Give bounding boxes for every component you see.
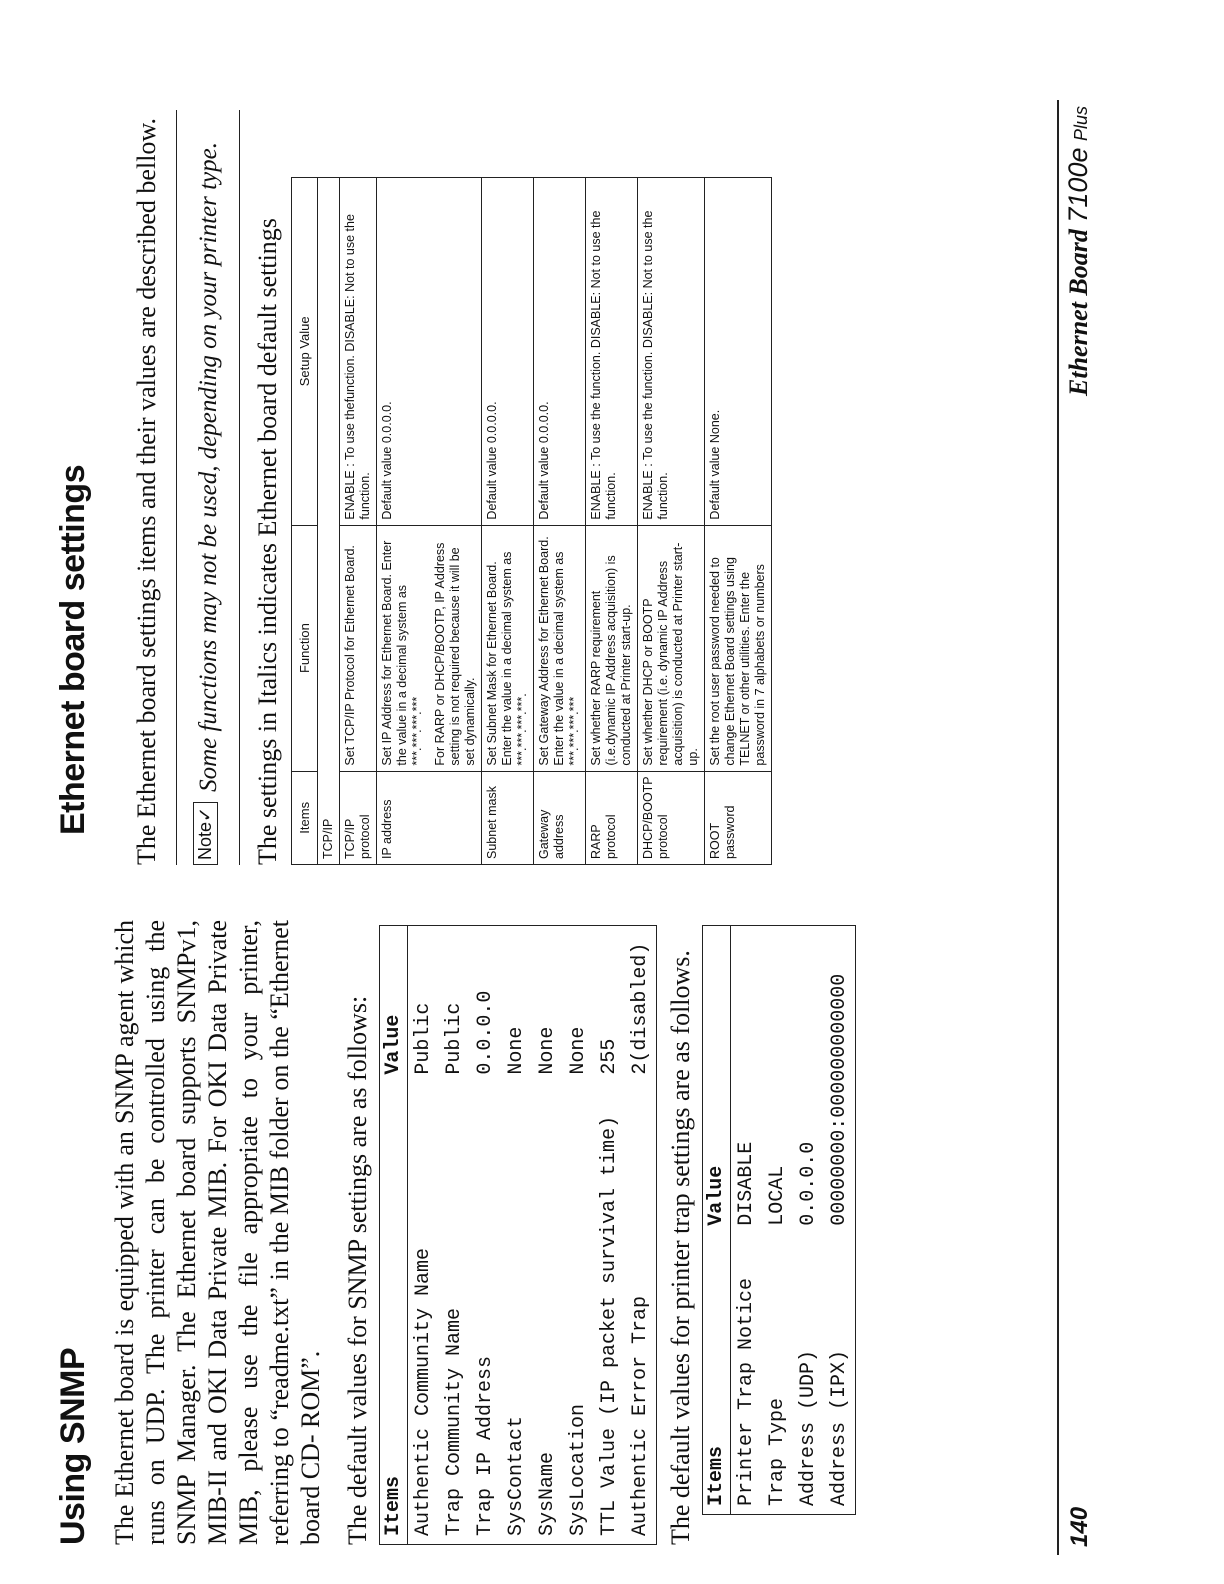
table-row	[638, 178, 705, 865]
snmp-table-caption: The default values for SNMP settings are as follows:	[343, 995, 372, 1545]
item-cell: Authentic Community Name	[412, 1247, 435, 1536]
column-header-value: Value	[380, 926, 408, 1083]
table-header-row	[703, 926, 731, 1515]
item-cell: Subnet mask	[482, 771, 534, 864]
function-cell: Set whether RARP requirement (i.e.dynamic IP Address acquisition) is conducted at Printer start-up.	[586, 525, 638, 771]
item-cell: Address (IPX)	[828, 1349, 851, 1506]
value-cell: 2(disabled)	[629, 942, 652, 1075]
function-cell	[377, 525, 482, 771]
table-row	[625, 926, 657, 1545]
item-cell: ROOT password	[705, 771, 772, 864]
function-cell: Set Gateway Address for Ethernet Board. Enter the value in a decimal system as ***.***.***.***	[534, 525, 586, 771]
table-row	[793, 926, 824, 1515]
table-row	[470, 926, 501, 1545]
table-row	[501, 926, 532, 1545]
function-note: For RARP or DHCP/BOOTP, IP Address setting is not required because it will be set dynamically.	[433, 542, 477, 766]
item-cell: SysContact	[505, 1415, 528, 1536]
footer-rule	[1057, 100, 1059, 1555]
item-cell: SysLocation	[567, 1403, 590, 1536]
table-row	[586, 178, 638, 865]
function-cell: Set the root user password needed to change Ethernet Board settings using TELNET or other utilities. Enter the password in 7 alphabets or numbers	[705, 525, 772, 771]
item-cell: RARP protocol	[586, 771, 638, 864]
snmp-intro-paragraph: The Ethernet board is equipped with an SNMP agent which runs on UDP. The printer can be controlled using the SNMP Manager. The Ethernet board supports SNMPv1, MIB-II and OKI Data Private MIB. For OKI Data Private MIB, please use the file appropriate to your printer, referring to “readme.txt” in the MIB folder on the “Ethernet board CD- ROM”.	[110, 920, 325, 1545]
setup-value-cell: ENABLE : To use the function. DISABLE: Not to use the function.	[586, 178, 638, 526]
function-text: Set IP Address for Ethernet Board. Enter the value in a decimal system as ***.***.***.***	[380, 540, 424, 766]
value-cell: Public	[412, 1002, 435, 1075]
table-row	[594, 926, 625, 1545]
value-cell: 255	[598, 1038, 621, 1075]
item-cell: Gateway address	[534, 771, 586, 864]
column-header-items: Items	[380, 1083, 408, 1545]
right-column	[50, 110, 772, 865]
value-cell: Public	[443, 1002, 466, 1075]
item-cell: IP address	[377, 771, 482, 864]
italics-caption: The settings in Italics indicates Ethernet board default settings	[253, 218, 282, 865]
function-cell: Set Subnet Mask for Ethernet Board. Enter the value in a decimal system as ***.***.***.***.	[482, 525, 534, 771]
item-cell: Trap IP Address	[474, 1355, 497, 1536]
item-cell: Address (UDP)	[797, 1349, 820, 1506]
value-cell: None	[505, 1026, 528, 1075]
item-cell: TCP/IP protocol	[340, 771, 377, 864]
item-cell: Trap Type	[766, 1397, 789, 1506]
product-name	[1063, 106, 1094, 396]
settings-intro-paragraph: The Ethernet board settings items and their values are described bellow.	[132, 117, 161, 865]
note-box	[177, 110, 239, 865]
group-row	[318, 178, 340, 865]
page-number: 140	[1066, 1506, 1093, 1547]
check-icon: ✓	[195, 806, 215, 822]
trap-table-caption: The default values for printer trap settings are as follows.	[666, 950, 695, 1545]
table-header-row	[292, 178, 318, 865]
product-model: 7100e	[1063, 147, 1093, 223]
table-row	[705, 178, 772, 865]
column-header-items: Items	[292, 771, 318, 864]
item-cell: DHCP/BOOTP protocol	[638, 771, 705, 864]
column-header-value: Value	[703, 926, 731, 1234]
ethernet-settings-table	[291, 177, 772, 865]
setup-value-cell: Default value None.	[705, 178, 772, 526]
note-bottom-rule	[239, 110, 240, 865]
section-heading-snmp: Using SNMP	[54, 1347, 92, 1545]
value-cell: None	[567, 1026, 590, 1075]
function-cell: Set TCP/IP Protocol for Ethernet Board.	[340, 525, 377, 771]
value-cell: None	[536, 1026, 559, 1075]
table-row	[439, 926, 470, 1545]
table-header-row	[380, 926, 408, 1545]
setup-value-cell: ENABLE : To use the function. DISABLE: Not to use the function.	[638, 178, 705, 526]
setup-value-cell: Default value 0.0.0.0.	[534, 178, 586, 526]
item-cell: TTL Value (IP packet survival time)	[598, 1115, 621, 1536]
value-cell: 00000000:000000000000	[828, 973, 851, 1226]
group-label-tcpip: TCP/IP	[318, 178, 340, 865]
setup-value-cell: Default value 0.0.0.0.	[377, 178, 482, 526]
table-row	[762, 926, 793, 1515]
note-label: Note	[195, 821, 215, 860]
table-row	[824, 926, 856, 1515]
value-cell: DISABLE	[735, 1141, 758, 1226]
product-name-text: Ethernet Board	[1064, 229, 1093, 396]
snmp-defaults-table	[379, 925, 657, 1545]
column-header-function: Function	[292, 525, 318, 771]
column-header-items: Items	[703, 1234, 731, 1515]
item-cell: SysName	[536, 1451, 559, 1536]
value-cell: 0.0.0.0	[797, 1141, 820, 1226]
item-cell: Trap Community Name	[443, 1307, 466, 1536]
table-row	[731, 926, 763, 1515]
table-row	[482, 178, 534, 865]
value-cell: LOCAL	[766, 1165, 789, 1226]
rotated-page	[50, 100, 1110, 1555]
section-heading-ethernet-settings: Ethernet board settings	[54, 464, 92, 835]
item-cell: Authentic Error Trap	[629, 1295, 652, 1536]
note-text: Some functions may not be used, depending on your printer type.	[195, 141, 222, 792]
product-suffix: Plus	[1071, 106, 1091, 142]
table-row	[534, 178, 586, 865]
table-row	[532, 926, 563, 1545]
table-row	[377, 178, 482, 865]
setup-value-cell: ENABLE : To use thefunction. DISABLE: Not to use the function.	[340, 178, 377, 526]
table-row	[408, 926, 440, 1545]
note-badge	[193, 802, 218, 865]
table-row	[563, 926, 594, 1545]
table-row	[340, 178, 377, 865]
function-cell: Set whether DHCP or BOOTP requirement (i.e. dynamic IP Address acquisition) is conducted at Printer start-up.	[638, 525, 705, 771]
value-cell: 0.0.0.0	[474, 990, 497, 1075]
trap-defaults-table	[702, 925, 856, 1515]
item-cell: Printer Trap Notice	[735, 1277, 758, 1506]
setup-value-cell: Default value 0.0.0.0.	[482, 178, 534, 526]
column-header-setup-value: Setup Value	[292, 178, 318, 526]
left-column	[50, 920, 856, 1545]
